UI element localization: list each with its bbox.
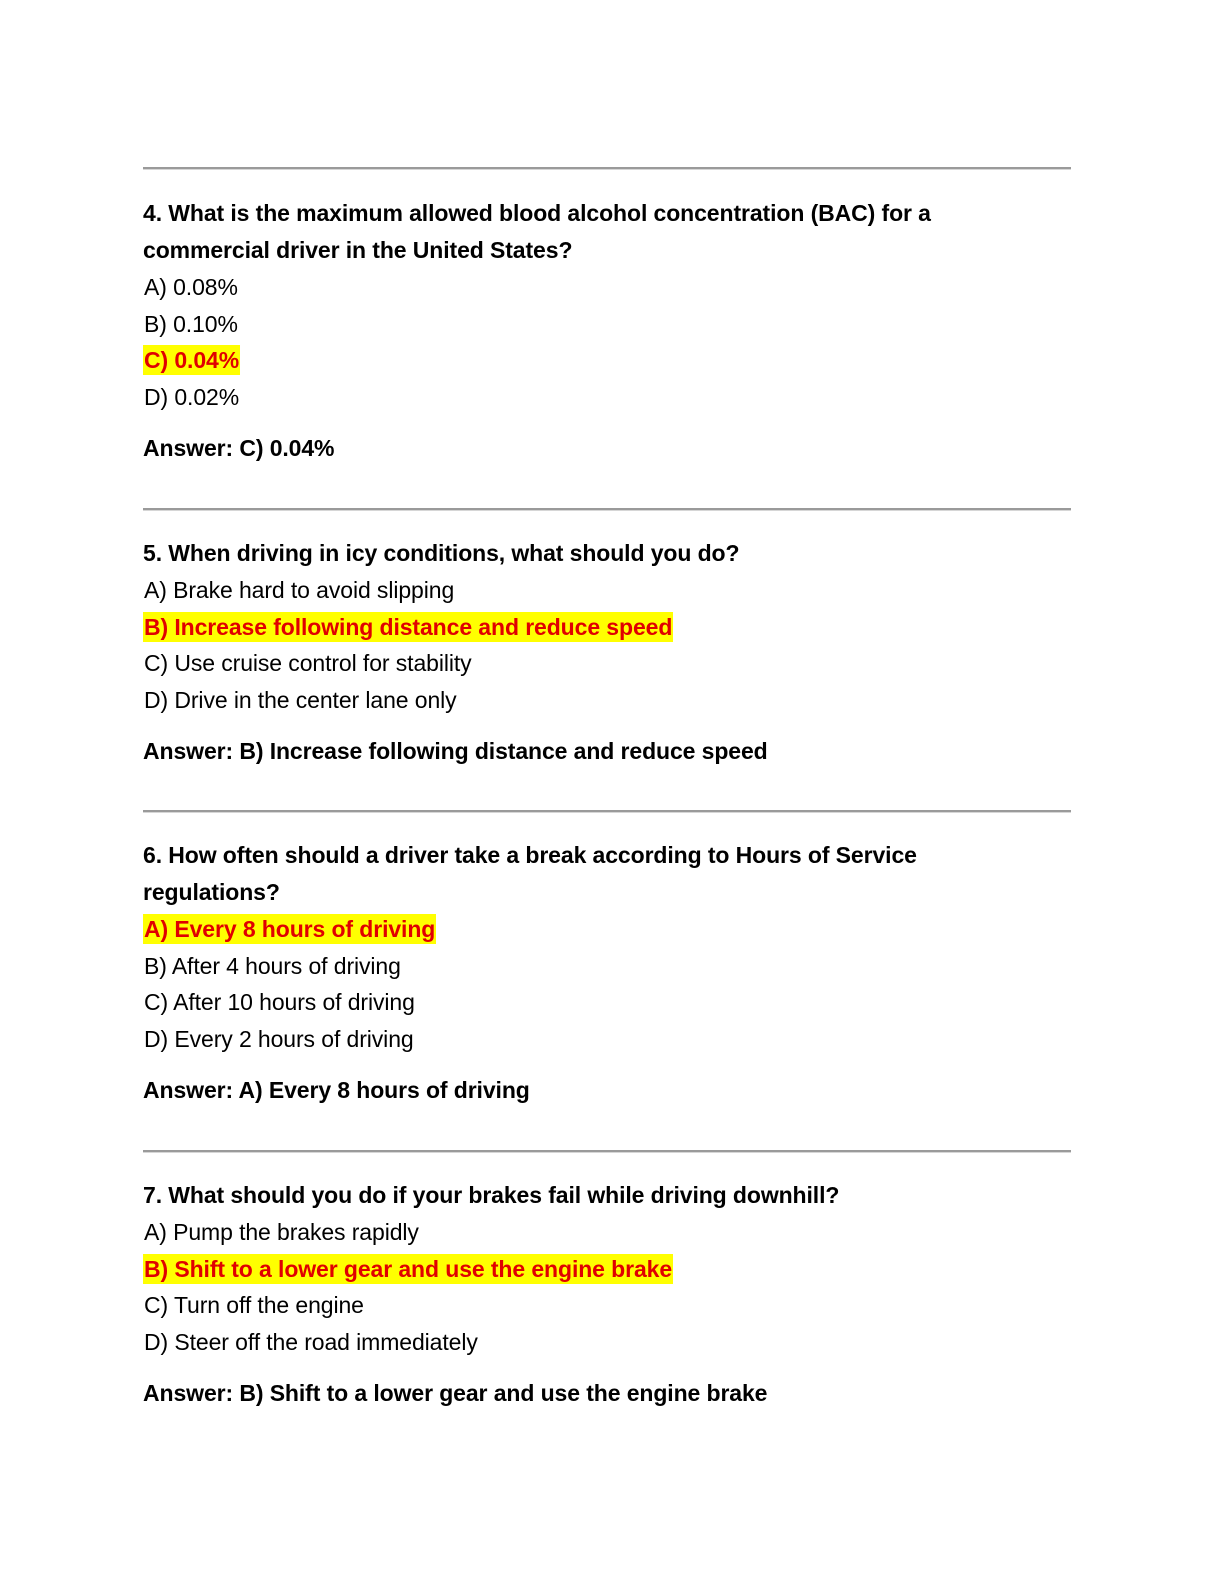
section-divider	[143, 810, 1071, 813]
option-d	[143, 1324, 1043, 1361]
option-text: A) Brake hard to avoid slipping	[144, 577, 455, 603]
option-d	[143, 379, 1043, 416]
option-text: D) 0.02%	[144, 383, 240, 410]
option-text: B) Increase following distance and reduce speed	[144, 613, 673, 640]
question-block-4	[143, 195, 1043, 467]
question-block-5	[143, 535, 1043, 770]
option-text: A) 0.08%	[144, 274, 238, 300]
option-a	[143, 269, 1043, 306]
option-text: C) Use cruise control for stability	[144, 650, 472, 676]
option-a	[143, 1214, 1043, 1251]
question-line: 4. What is the maximum allowed blood alcohol concentration (BAC) for a	[143, 200, 931, 226]
section-divider	[143, 167, 1071, 170]
option-d	[143, 1021, 1043, 1058]
answer-text: Answer: B) Increase following distance and reduce speed	[143, 738, 768, 764]
answer-text: Answer: A) Every 8 hours of driving	[143, 1077, 530, 1103]
options-list	[143, 269, 1043, 415]
option-c	[143, 1287, 1043, 1324]
section-divider	[143, 508, 1071, 511]
option-b	[143, 306, 1043, 343]
option-c-correct	[143, 342, 1043, 379]
option-text: C) 0.04%	[144, 347, 240, 373]
option-b	[143, 948, 1043, 985]
question-block-6	[143, 837, 1043, 1109]
question-line: commercial driver in the United States?	[143, 237, 573, 263]
question-text	[143, 195, 1043, 269]
option-b-correct	[143, 609, 1043, 646]
option-b-correct	[143, 1251, 1043, 1288]
question-text	[143, 837, 1043, 911]
option-text: B) Shift to a lower gear and use the engine brake	[144, 1255, 673, 1282]
answer-text: Answer: C) 0.04%	[143, 435, 335, 461]
options-list	[143, 911, 1043, 1057]
option-text: B) 0.10%	[144, 310, 238, 337]
option-text: D) Every 2 hours of driving	[144, 1025, 414, 1052]
option-text: B) After 4 hours of driving	[144, 952, 401, 979]
question-text	[143, 535, 1043, 572]
options-list	[143, 1214, 1043, 1360]
option-a-correct	[143, 911, 1043, 948]
option-text: D) Drive in the center lane only	[144, 686, 457, 713]
option-text: C) Turn off the engine	[144, 1292, 364, 1318]
option-text: D) Steer off the road immediately	[144, 1328, 478, 1355]
question-line: 5. When driving in icy conditions, what should you do?	[143, 540, 740, 566]
option-c	[143, 645, 1043, 682]
question-line: 7. What should you do if your brakes fail while driving downhill?	[143, 1182, 840, 1208]
answer-text: Answer: B) Shift to a lower gear and use the engine brake	[143, 1380, 768, 1406]
option-c	[143, 984, 1043, 1021]
question-block-7	[143, 1177, 1043, 1412]
options-list	[143, 572, 1043, 718]
section-divider	[143, 1150, 1071, 1153]
question-line: regulations?	[143, 879, 280, 905]
question-line: 6. How often should a driver take a break according to Hours of Service	[143, 842, 917, 868]
option-text: C) After 10 hours of driving	[144, 989, 415, 1015]
question-text	[143, 1177, 1043, 1214]
option-d	[143, 682, 1043, 719]
option-text: A) Every 8 hours of driving	[144, 916, 436, 942]
option-text: A) Pump the brakes rapidly	[144, 1219, 419, 1245]
option-a	[143, 572, 1043, 609]
